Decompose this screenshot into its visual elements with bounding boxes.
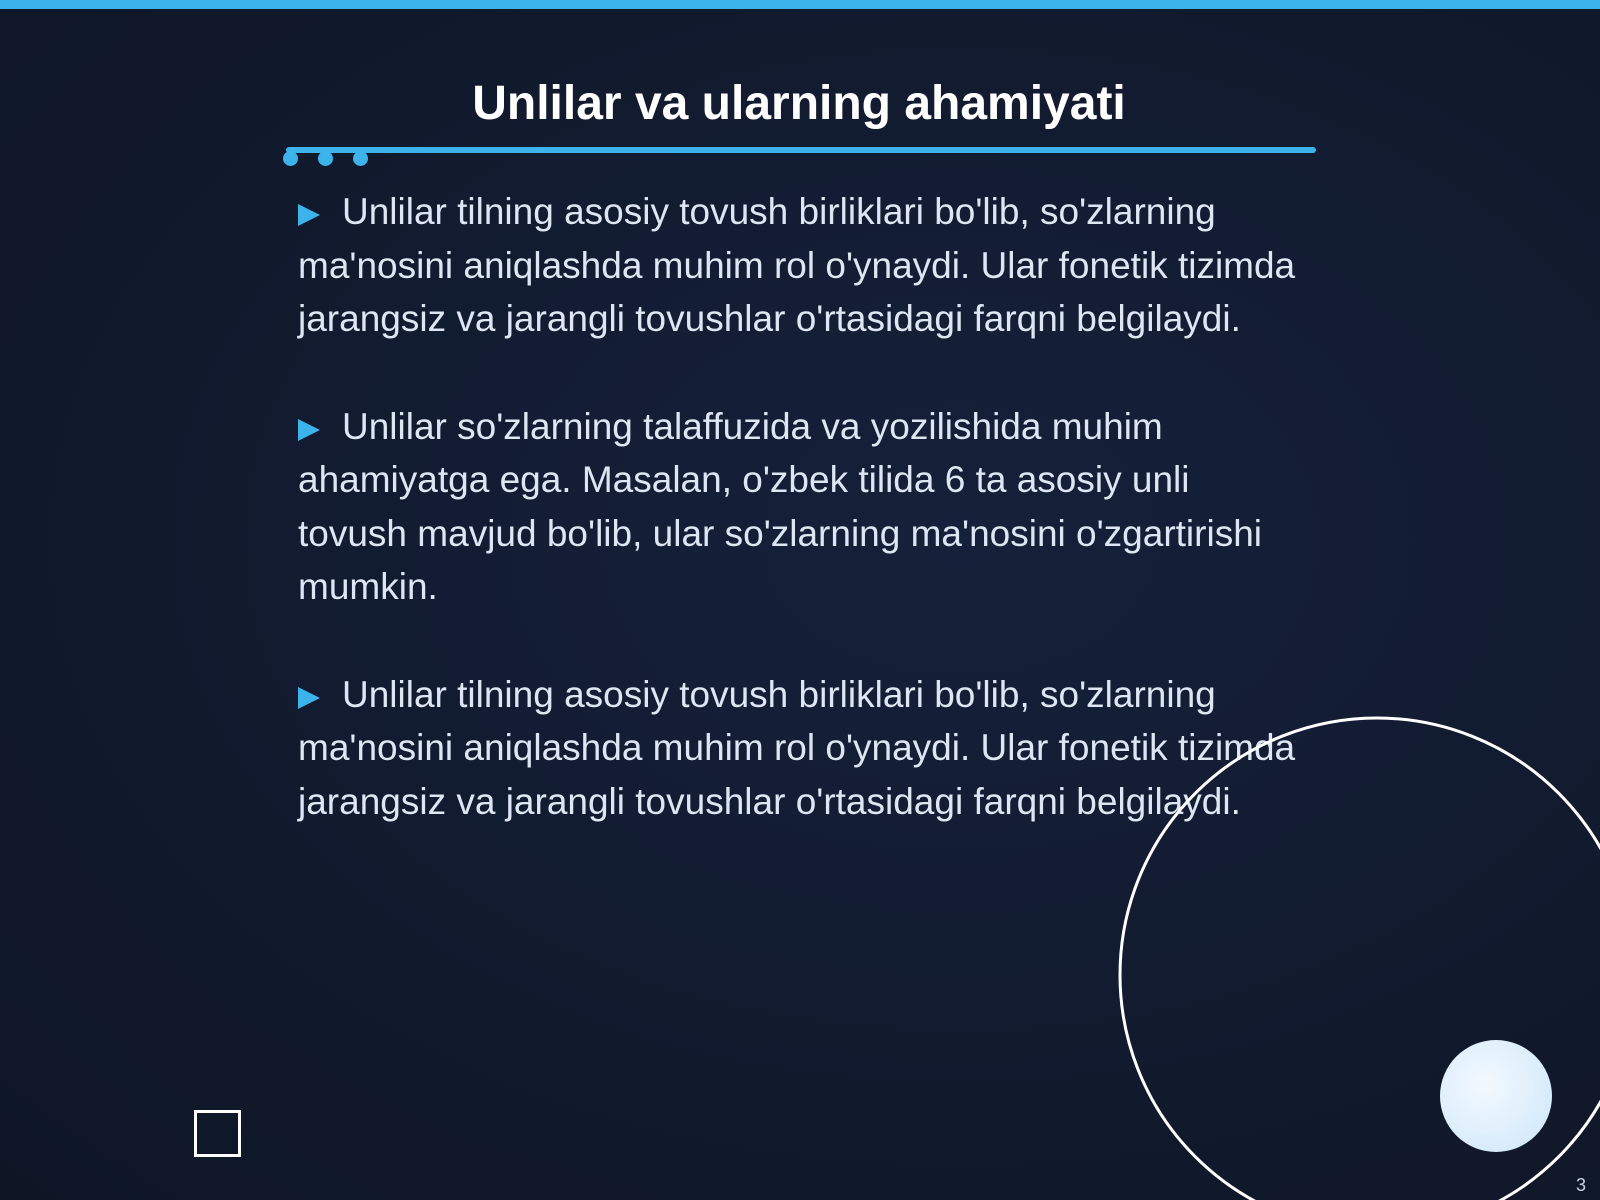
bullet-text: Unlilar tilning asosiy tovush birliklari bo'lib, so'zlarning ma'nosini aniqlashda muhim rol o'ynaydi. Ular fonetik tizimda jarangsiz va jarangli tovushlar o'rtasidagi farqni belgilaydi. [298,191,1296,339]
play-triangle-icon [298,204,320,226]
top-accent-bar [0,0,1600,9]
bullet-item [298,185,1308,346]
bullet-text: Unlilar so'zlarning talaffuzida va yozilishida muhim ahamiyatga ega. Masalan, o'zbek tilida 6 ta asosiy unli tovush mavjud bo'lib, ular so'zlarning ma'nosini o'zgartirishi mumkin. [298,405,1262,607]
accent-dot [283,151,298,166]
bullet-list [298,185,1308,882]
slide-title: Unlilar va ularning ahamiyati [472,77,1126,130]
bullet-text: Unlilar tilning asosiy tovush birliklari bo'lib, so'zlarning ma'nosini aniqlashda muhim rol o'ynaydi. Ular fonetik tizimda jarangsiz va jarangli tovushlar o'rtasidagi farqni belgilaydi. [298,673,1296,822]
page-number: 3 [1575,1175,1586,1195]
accent-dot [353,151,368,166]
title-underline [286,147,1316,153]
decorative-square-outline [194,1110,241,1157]
play-triangle-icon [298,419,320,441]
accent-dot [318,151,333,166]
bullet-item [298,668,1308,829]
decorative-filled-circle [1440,1040,1552,1152]
bullet-item [298,400,1308,614]
play-triangle-icon [298,687,320,709]
